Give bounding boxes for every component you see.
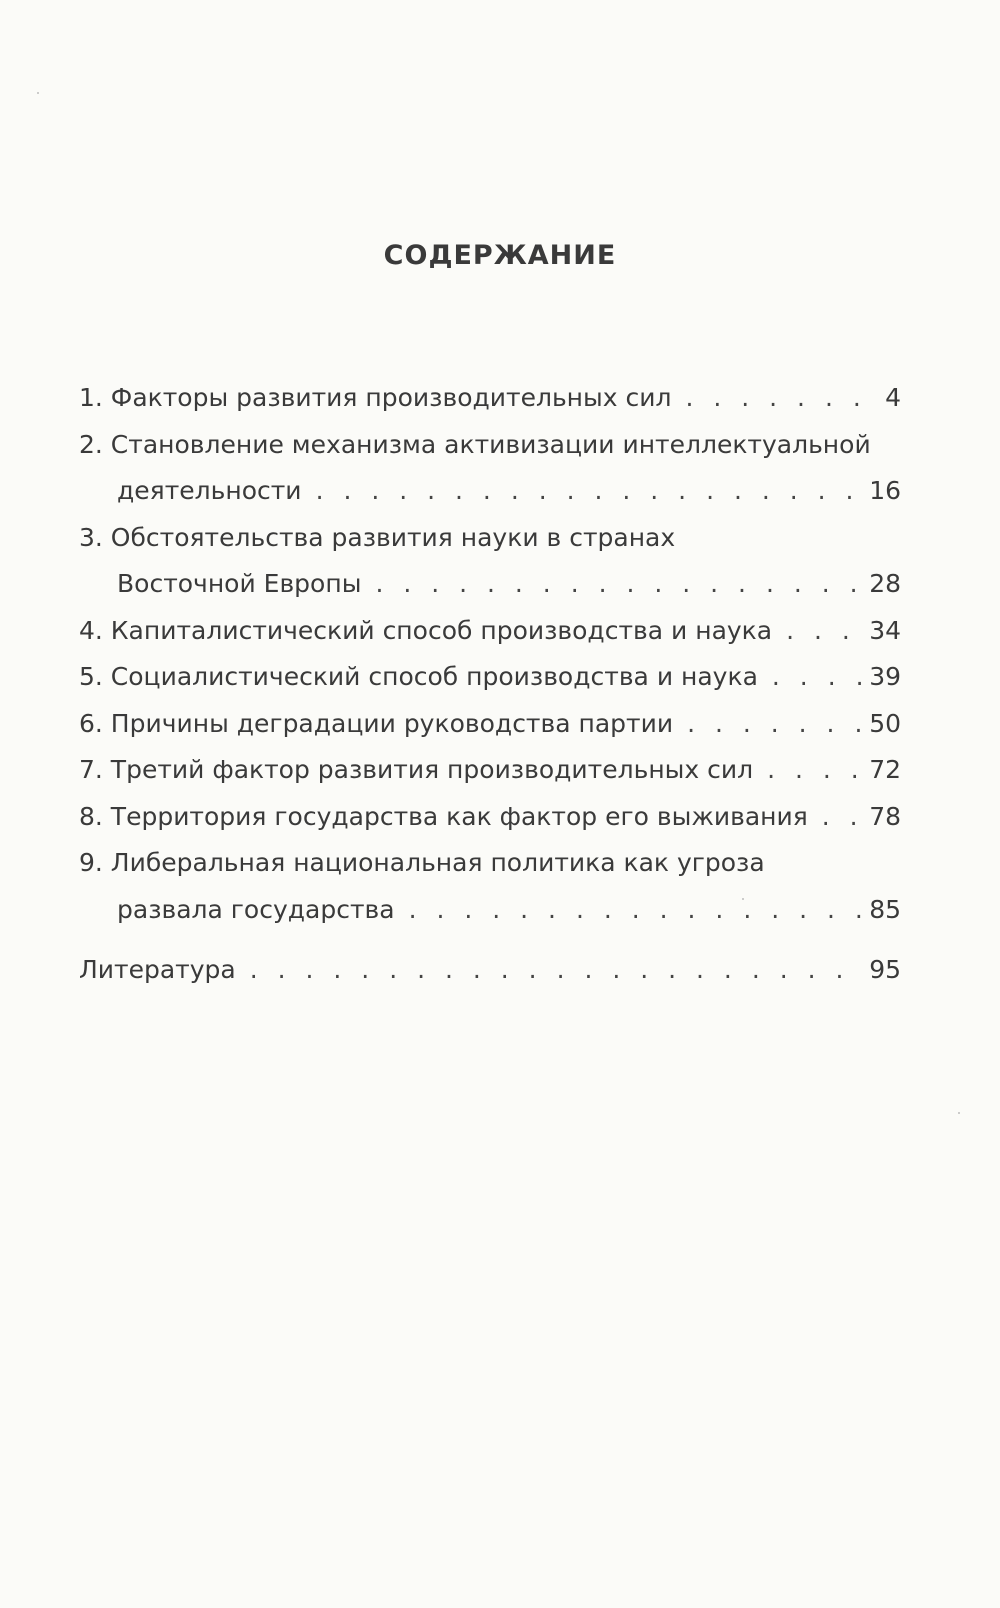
toc-page-number: 34 [869,615,901,645]
toc-entry-3 [79,515,901,608]
dot-leader [395,887,866,934]
dot-leader [671,375,881,422]
toc-entry-9 [79,840,901,933]
toc-entry-4 [79,608,901,655]
dot-leader [302,468,866,515]
toc-page-number: 85 [869,894,901,924]
toc-entry-7 [79,747,901,794]
toc-entry-title: 1. Факторы развития производительных сил [79,383,672,412]
toc-entry-5 [79,654,901,701]
toc-entry-title: 6. Причины деградации руководства партии [79,708,674,738]
toc-page-number: 39 [869,662,901,691]
dot-leader [753,747,865,794]
paper-speck [37,92,39,94]
page-title: СОДЕРЖАНИЕ [383,240,617,271]
dot-leader [361,561,865,608]
toc-page-number: 4 [885,383,901,412]
toc-entry-title-continuation: деятельности [117,476,302,505]
toc-page-number: 95 [869,955,901,984]
toc-page-number: 72 [869,755,901,784]
toc-entry-title: 9. Либеральная национальная политика как угроза [79,848,765,877]
dot-leader [772,608,865,655]
toc-page-number: 28 [869,569,901,598]
toc-entry-title: 2. Становление механизма активизации интеллектуальной [79,429,871,459]
table-of-contents [79,375,901,994]
dot-leader [236,947,865,994]
paper-speck [742,898,744,900]
toc-literature-title: Литература [79,955,236,984]
dot-leader [808,794,865,841]
toc-page-number: 16 [869,476,901,505]
toc-entry-title-continuation: развала государства [117,894,395,924]
toc-page-number: 78 [869,801,901,831]
toc-entry-title: 5. Социалистический способ производства и наука [79,662,758,691]
toc-entry-title-continuation: Восточной Европы [117,569,362,598]
paper-speck [958,1112,960,1114]
toc-entry-title: 3. Обстоятельства развития науки в странах [79,522,676,552]
toc-entry-1 [79,375,901,422]
toc-entry-6 [79,701,901,748]
toc-entry-literature [79,947,901,994]
toc-entry-title: 7. Третий фактор развития производительных сил [79,755,754,784]
toc-entry-title: 8. Территория государства как фактор его выживания [79,801,808,831]
toc-entry-title: 4. Капиталистический способ производства и наука [79,615,773,645]
dot-leader [758,654,865,701]
toc-page-number: 50 [869,708,901,738]
dot-leader [673,701,865,748]
toc-entry-2 [79,422,901,515]
toc-entry-8 [79,794,901,841]
